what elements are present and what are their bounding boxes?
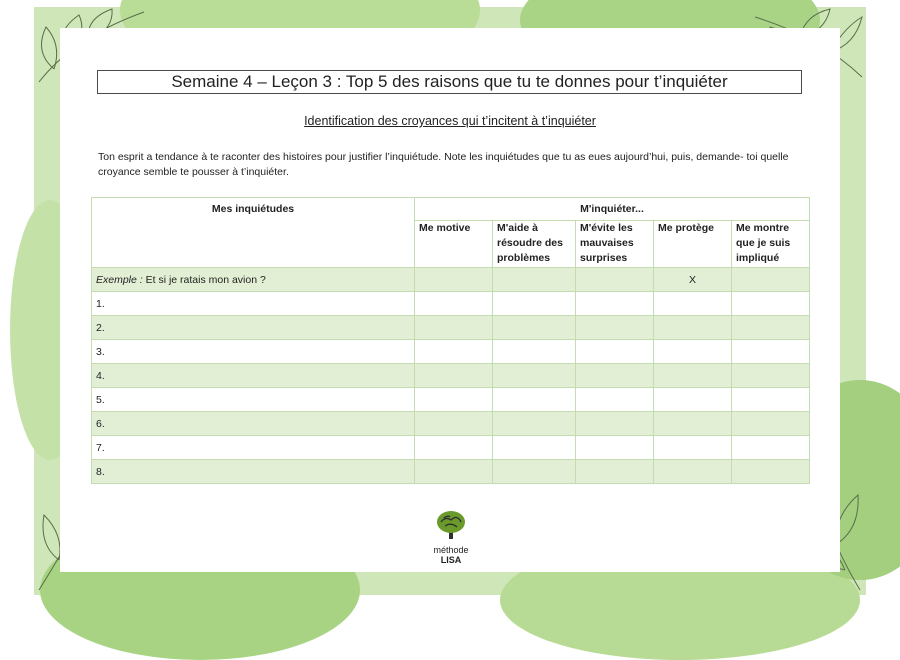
table-cell[interactable] <box>732 388 810 412</box>
row-number[interactable]: 2. <box>92 316 415 340</box>
table-row <box>92 412 810 436</box>
row-number[interactable]: 7. <box>92 436 415 460</box>
brain-tree-icon <box>435 510 467 540</box>
table-cell[interactable] <box>415 364 493 388</box>
row-number[interactable]: 3. <box>92 340 415 364</box>
table-cell[interactable] <box>654 340 732 364</box>
table-cell[interactable] <box>493 364 576 388</box>
table-cell[interactable] <box>576 292 654 316</box>
header-avoids-surprises: M'évite les mauvaises surprises <box>576 221 654 268</box>
table-cell[interactable] <box>576 460 654 484</box>
table-row <box>92 292 810 316</box>
table-cell[interactable] <box>732 364 810 388</box>
intro-paragraph: Ton esprit a tendance à te raconter des histoires pour justifier l’inquiétude. Note les inquiétudes que tu as eues aujourd’hui, puis, demande- toi quelle croyance semble te pousser à t’inquiéter. <box>98 151 789 178</box>
table-cell[interactable] <box>493 268 576 292</box>
logo-line1: méthode <box>433 545 469 555</box>
table-cell[interactable] <box>732 460 810 484</box>
example-cell: Exemple : Et si je ratais mon avion ? <box>92 268 415 292</box>
table-cell[interactable] <box>493 388 576 412</box>
table-cell[interactable] <box>493 340 576 364</box>
table-cell[interactable] <box>493 460 576 484</box>
table-cell[interactable] <box>654 412 732 436</box>
row-number[interactable]: 5. <box>92 388 415 412</box>
table-cell[interactable] <box>415 292 493 316</box>
table-cell[interactable] <box>493 436 576 460</box>
table-cell[interactable] <box>654 436 732 460</box>
header-motivates: Me motive <box>415 221 493 268</box>
table-cell[interactable] <box>732 316 810 340</box>
header-solves-problems: M'aide à résoudre des problèmes <box>493 221 576 268</box>
row-number[interactable]: 1. <box>92 292 415 316</box>
table-cell[interactable] <box>415 436 493 460</box>
table-cell[interactable] <box>576 316 654 340</box>
table-cell[interactable] <box>732 340 810 364</box>
table-cell[interactable] <box>654 364 732 388</box>
header-worries: Mes inquiétudes <box>92 198 415 268</box>
table-cell[interactable] <box>493 412 576 436</box>
example-row <box>92 268 810 292</box>
table-cell[interactable] <box>654 460 732 484</box>
row-number[interactable]: 4. <box>92 364 415 388</box>
table-row <box>92 340 810 364</box>
table-cell[interactable] <box>576 412 654 436</box>
worksheet-page <box>60 28 840 572</box>
table-cell[interactable] <box>732 436 810 460</box>
example-mark: X <box>654 268 732 292</box>
worries-table <box>91 197 810 484</box>
table-cell[interactable] <box>415 316 493 340</box>
table-cell[interactable] <box>732 268 810 292</box>
table-row <box>92 364 810 388</box>
section-subtitle: Identification des croyances qui t’incitent à t’inquiéter <box>304 114 596 128</box>
table-cell[interactable] <box>654 316 732 340</box>
table-cell[interactable] <box>415 460 493 484</box>
table-cell[interactable] <box>654 292 732 316</box>
table-cell[interactable] <box>576 388 654 412</box>
header-protects: Me protège <box>654 221 732 268</box>
header-group-worrying: M'inquiéter... <box>415 198 810 221</box>
table-cell[interactable] <box>576 268 654 292</box>
row-number[interactable]: 6. <box>92 412 415 436</box>
methode-lisa-logo <box>426 510 476 565</box>
table-cell[interactable] <box>493 292 576 316</box>
table-cell[interactable] <box>576 364 654 388</box>
table-row <box>92 436 810 460</box>
table-cell[interactable] <box>732 292 810 316</box>
logo-line2: LISA <box>440 555 462 565</box>
table-cell[interactable] <box>415 412 493 436</box>
table-cell[interactable] <box>415 268 493 292</box>
table-header-row <box>92 198 810 221</box>
table-cell[interactable] <box>493 316 576 340</box>
table-row <box>92 316 810 340</box>
row-number[interactable]: 8. <box>92 460 415 484</box>
table-row <box>92 460 810 484</box>
header-shows-involvement: Me montre que je suis impliqué <box>732 221 810 268</box>
table-cell[interactable] <box>732 412 810 436</box>
table-cell[interactable] <box>415 340 493 364</box>
table-cell[interactable] <box>654 388 732 412</box>
table-cell[interactable] <box>576 340 654 364</box>
table-cell[interactable] <box>415 388 493 412</box>
table-cell[interactable] <box>576 436 654 460</box>
page-title: Semaine 4 – Leçon 3 : Top 5 des raisons que tu te donnes pour t’inquiéter <box>97 70 802 94</box>
table-row <box>92 388 810 412</box>
